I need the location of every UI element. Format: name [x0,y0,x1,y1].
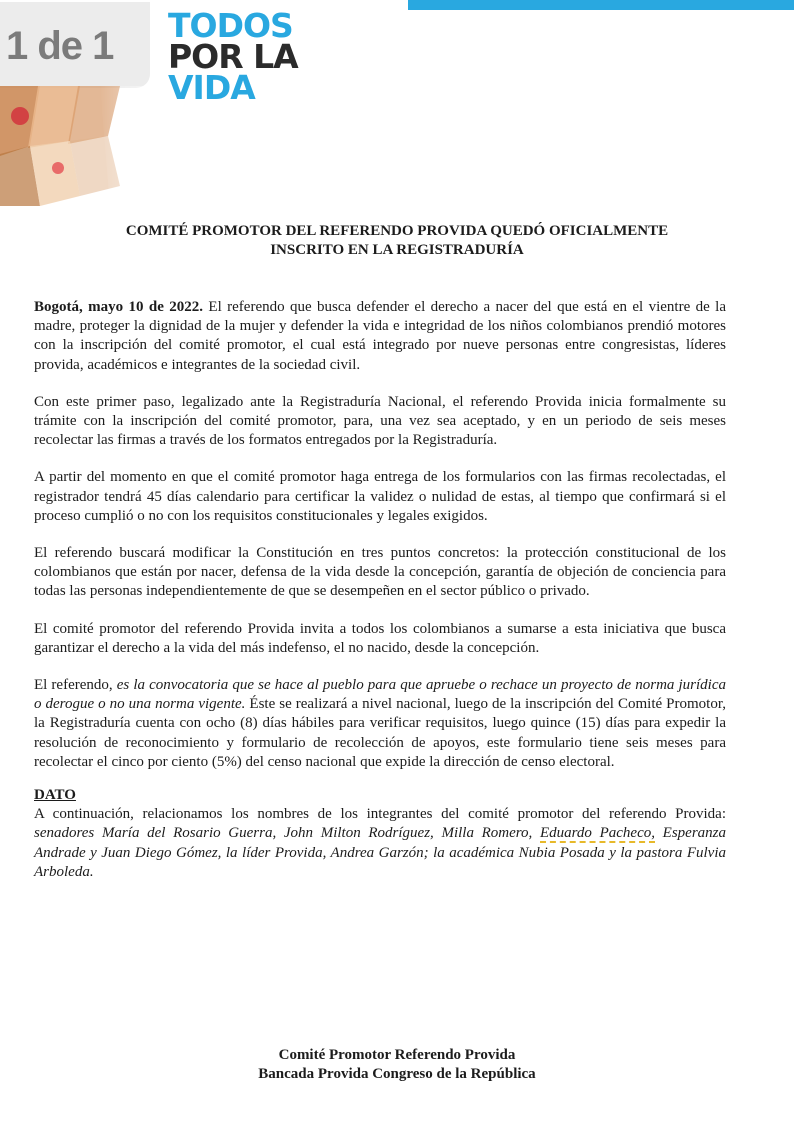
logo-line-3: VIDA [168,68,255,107]
paragraph-2: Con este primer paso, legalizado ante la Registraduría Nacional, el referendo Provida inicia formalmente su trámite con la inscripción del comité promotor, para, una vez sea aceptado, y en un periodo de seis meses recolectar las firmas a través de los formatos entregados por la Registraduría. [34,393,726,449]
signature-line-1: Comité Promotor Referendo Provida [278,1047,516,1063]
paragraph-1-text: El referendo que busca defender el derecho a nacer del que está en el vientre de la madre, proteger la dignidad de la mujer y defender la vida e integridad de los niños colombianos prendió motores con la inscripción del comité promotor, el cual está integrado por nueve personas entre congresistas, líderes provida, académicos e integrantes de la sociedad civil. [34,299,726,373]
paragraph-6-end: Éste se realizará a nivel nacional, luego de la inscripción del Comité Promotor, la Registraduría cuenta con ocho (8) días hábiles para verificar requisitos, luego quince (15) días para expedir la resolución de reconocimiento y formulario de recolección de apoyos, este formulario tiene seis meses para recolectar el cinco por ciento (5%) del censo nacional que expide la dirección de censo electoral. [34,696,726,770]
dateline: Bogotá, mayo 10 de 2022. [34,299,204,315]
dato-names-a: senadores María del Rosario Guerra, John Milton Rodríguez, Milla Romero, [34,825,540,842]
logo-line-2: POR LA [168,37,298,76]
logo-photo-collage [0,86,160,206]
dato-intro: A continuación, relacionamos los nombres de los integrantes del comité promotor del referendo Provida: [34,806,726,823]
title-line-1: COMITÉ PROMOTOR DEL REFERENDO PROVIDA QUEDÓ OFICIALMENTE [125,223,669,239]
title-line-2: INSCRITO EN LA REGISTRADURÍA [270,242,524,258]
paragraph-5: El comité promotor del referendo Provida invita a todos los colombianos a sumarse a esta iniciativa que busca garantizar el derecho a la vida del más indefenso, el no nacido, desde la concepción. [34,620,726,656]
dato-names-b: Esperanza Andrade y Juan Diego Gómez, la líder Provida, Andrea Garzón; la académica Nubia Posada y la pastora Fulvia Arboleda. [34,825,726,880]
dato-heading: DATO [34,787,76,804]
paragraph-6-start: El referendo, [34,677,117,694]
signature-block [0,1046,794,1084]
press-release-body [34,298,726,882]
dato-section [34,786,726,882]
paragraph-3: A partir del momento en que el comité promotor haga entrega de los formularios con las firmas recolectadas, el registrador tendrá 45 días calendario para certificar la validez o nulidad de estas, al tiempo que confirmará si el proceso cumplió o no con los requisitos constitucionales y legales exigidos. [34,469,726,524]
paragraph-1 [34,298,726,375]
signature-line-2: Bancada Provida Congreso de la República [258,1066,536,1082]
press-release-title [60,222,734,260]
dato-paragraph [34,805,726,882]
paragraph-6 [34,676,726,772]
highlighted-name: Eduardo Pacheco, [539,825,655,842]
paragraph-4: El referendo buscará modificar la Constitución en tres puntos concretos: la protección constitucional de los colombianos que están por nacer, defensa de la vida desde la concepción, garantía de objeción de conciencia para todas las personas independientemente de que se desempeñen en el sector público o privado. [34,545,726,600]
logo-line-1: TODOS [168,6,293,45]
page-indicator: 1 de 1 [6,24,114,68]
todos-por-la-vida-logo [168,6,308,107]
referendum-definition: es la convocatoria que se hace al pueblo para que apruebe o rechace un proyecto de norma jurídica o derogue o no una norma vigente. [34,677,727,713]
top-accent-bar [408,0,794,10]
page-indicator-badge [0,2,150,88]
